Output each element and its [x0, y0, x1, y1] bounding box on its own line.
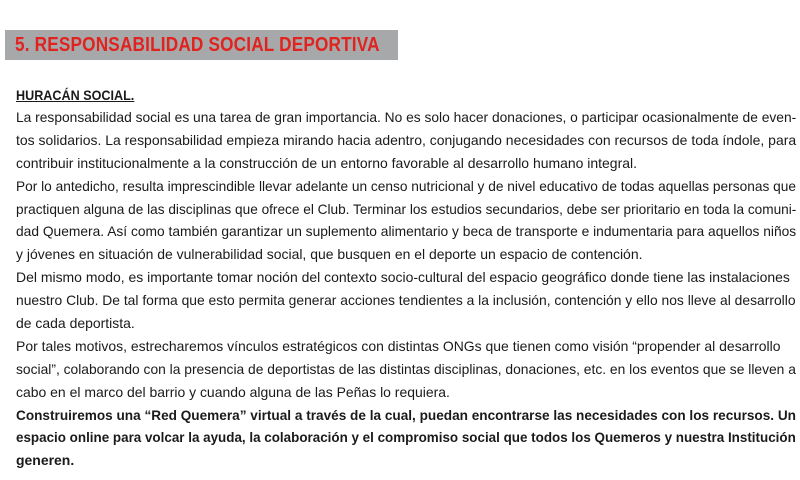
section-title: 5. RESPONSABILIDAD SOCIAL DEPORTIVA [15, 33, 380, 56]
text-line: nuestro Club. De tal forma que esto permita generar acciones tendientes a la inclusión, contención y ello nos lleve al desarrollo [16, 292, 796, 309]
text-line: de cada deportista. [16, 315, 135, 332]
subsection-title: HURACÁN SOCIAL. [16, 87, 135, 103]
text-line: espacio online para volcar la ayuda, la colaboración y el compromiso social que todos los Quemeros y nuestra Institución [16, 429, 796, 446]
text-line: practiquen alguna de las disciplinas que ofrece el Club. Terminar los estudios secundarios, debe ser prioritario en toda la comuni- [16, 200, 797, 217]
text-line: Del mismo modo, es importante tomar noción del contexto socio-cultural del espacio geográfico donde tiene las instalaciones [16, 269, 790, 286]
text-line: cabo en el marco del barrio y cuando alguna de las Peñas lo requiera. [16, 383, 450, 400]
text-line: y jóvenes en situación de vulnerabilidad social, que busquen en el deporte un espacio de contención. [16, 246, 643, 263]
text-line: Construiremos una “Red Quemera” virtual a través de la cual, puedan encontrarse las necesidades con los recursos. Un [16, 406, 796, 423]
text-line: dad Quemera. Así como también garantizar un suplemento alimentario y beca de transporte e indumentaria para aquellos niños [16, 223, 797, 240]
document-body [16, 84, 798, 472]
section-header [5, 30, 398, 60]
text-line: tos solidarios. La responsabilidad empieza mirando hacia adentro, conjugando necesidades con recursos de toda índole, para [16, 131, 797, 148]
text-line: contribuir institucionalmente a la construcción de un entorno favorable al desarrollo humano integral. [16, 154, 637, 171]
text-line: Por tales motivos, estrecharemos vínculos estratégicos con distintas ONGs que tienen como visión “propender al desarrollo [16, 337, 781, 354]
paragraph-lines [16, 106, 798, 472]
text-line: generen. [16, 452, 75, 469]
text-line: La responsabilidad social es una tarea de gran importancia. No es solo hacer donaciones, o participar ocasionalmente de even- [16, 109, 797, 125]
text-line: Por lo antedicho, resulta imprescindible llevar adelante un censo nutricional y de nivel educativo de todas aquellas personas que [16, 177, 796, 194]
text-line: social”, colaborando con la presencia de deportistas de las distintas disciplinas, donaciones, etc. en los eventos que se lleven a [16, 360, 796, 377]
